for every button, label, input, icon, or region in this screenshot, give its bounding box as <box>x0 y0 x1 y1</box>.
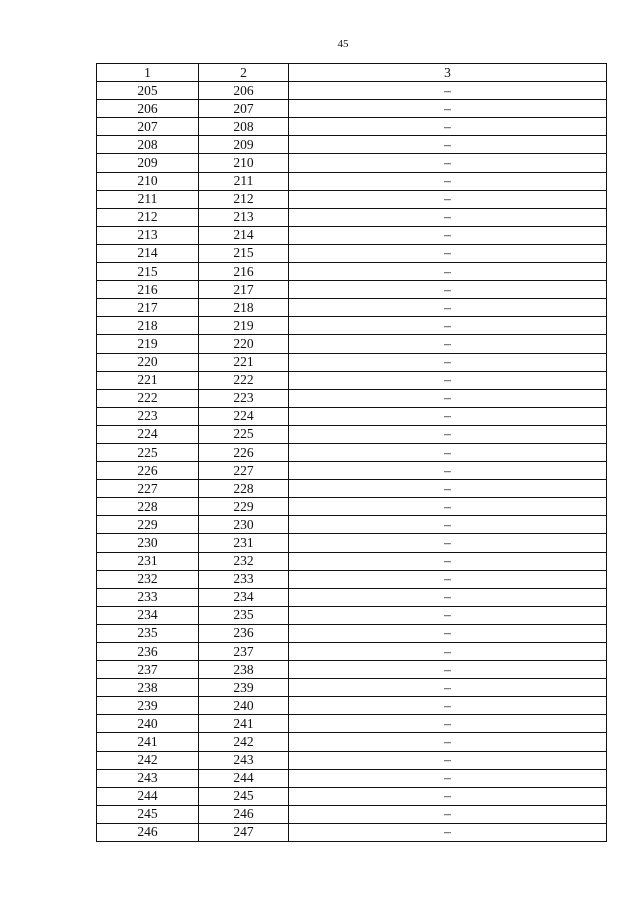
table-cell-col-1: 222 <box>97 389 199 407</box>
table-cell-col-2: 213 <box>199 208 289 226</box>
table-cell-col-2: 229 <box>199 498 289 516</box>
table-cell-col-2: 224 <box>199 407 289 425</box>
table-cell-col-3: – <box>289 244 607 262</box>
table-cell-col-2: 247 <box>199 823 289 841</box>
table-cell-col-2: 235 <box>199 606 289 624</box>
table-cell-col-1: 209 <box>97 154 199 172</box>
table-cell-col-3: – <box>289 100 607 118</box>
table-row <box>97 353 607 371</box>
table-cell-col-2: 241 <box>199 715 289 733</box>
table-cell-col-1: 228 <box>97 498 199 516</box>
table-cell-col-1: 245 <box>97 805 199 823</box>
table-cell-col-1: 211 <box>97 190 199 208</box>
table-body <box>97 82 607 842</box>
table-cell-col-3: – <box>289 679 607 697</box>
table-cell-col-3: – <box>289 353 607 371</box>
table-cell-col-1: 238 <box>97 679 199 697</box>
table-cell-col-3: – <box>289 480 607 498</box>
table-cell-col-2: 228 <box>199 480 289 498</box>
table-cell-col-1: 213 <box>97 226 199 244</box>
table-cell-col-1: 220 <box>97 353 199 371</box>
table-row <box>97 588 607 606</box>
table-cell-col-1: 241 <box>97 733 199 751</box>
table-row <box>97 805 607 823</box>
table-cell-col-2: 237 <box>199 643 289 661</box>
table-cell-col-2: 216 <box>199 263 289 281</box>
table-row <box>97 679 607 697</box>
table-cell-col-1: 235 <box>97 624 199 642</box>
table-row <box>97 570 607 588</box>
table-cell-col-2: 208 <box>199 118 289 136</box>
table-cell-col-2: 214 <box>199 226 289 244</box>
table-cell-col-3: – <box>289 606 607 624</box>
table-cell-col-3: – <box>289 643 607 661</box>
table-cell-col-1: 236 <box>97 643 199 661</box>
table-cell-col-1: 226 <box>97 462 199 480</box>
table-cell-col-1: 217 <box>97 299 199 317</box>
table-row <box>97 317 607 335</box>
table-cell-col-2: 226 <box>199 443 289 461</box>
table-cell-col-2: 209 <box>199 136 289 154</box>
table-row <box>97 118 607 136</box>
table-cell-col-3: – <box>289 208 607 226</box>
table-cell-col-3: – <box>289 281 607 299</box>
table-cell-col-1: 246 <box>97 823 199 841</box>
table-cell-col-2: 215 <box>199 244 289 262</box>
table-row <box>97 498 607 516</box>
table-cell-col-2: 239 <box>199 679 289 697</box>
page-number: 45 <box>337 38 349 50</box>
table-cell-col-1: 234 <box>97 606 199 624</box>
table-cell-col-1: 214 <box>97 244 199 262</box>
table-header <box>97 64 607 82</box>
table-row <box>97 769 607 787</box>
table-cell-col-3: – <box>289 389 607 407</box>
table-cell-col-3: – <box>289 570 607 588</box>
table-cell-col-2: 223 <box>199 389 289 407</box>
table-cell-col-3: – <box>289 407 607 425</box>
table-cell-col-2: 232 <box>199 552 289 570</box>
table-cell-col-3: – <box>289 263 607 281</box>
table-row <box>97 371 607 389</box>
table-cell-col-2: 234 <box>199 588 289 606</box>
table-cell-col-2: 217 <box>199 281 289 299</box>
table-cell-col-1: 216 <box>97 281 199 299</box>
table-row <box>97 606 607 624</box>
table-row <box>97 244 607 262</box>
table-cell-col-2: 236 <box>199 624 289 642</box>
table-cell-col-1: 210 <box>97 172 199 190</box>
table-cell-col-3: – <box>289 624 607 642</box>
table-cell-col-1: 229 <box>97 516 199 534</box>
header-row <box>97 64 607 82</box>
table-cell-col-1: 230 <box>97 534 199 552</box>
table-row <box>97 190 607 208</box>
table-cell-col-3: – <box>289 787 607 805</box>
table-cell-col-3: – <box>289 498 607 516</box>
data-table <box>96 63 607 842</box>
table-cell-col-1: 206 <box>97 100 199 118</box>
table-cell-col-3: – <box>289 516 607 534</box>
table-cell-col-1: 219 <box>97 335 199 353</box>
table-cell-col-2: 244 <box>199 769 289 787</box>
table-row <box>97 389 607 407</box>
table-row <box>97 751 607 769</box>
table-cell-col-2: 245 <box>199 787 289 805</box>
table-cell-col-3: – <box>289 226 607 244</box>
table-cell-col-1: 221 <box>97 371 199 389</box>
table-row <box>97 643 607 661</box>
table-cell-col-2: 219 <box>199 317 289 335</box>
table-cell-col-3: – <box>289 154 607 172</box>
table-row <box>97 263 607 281</box>
table-cell-col-3: – <box>289 805 607 823</box>
table-cell-col-3: – <box>289 534 607 552</box>
table-row <box>97 154 607 172</box>
table-cell-col-3: – <box>289 317 607 335</box>
table-row <box>97 335 607 353</box>
table-cell-col-1: 231 <box>97 552 199 570</box>
table-row <box>97 281 607 299</box>
table-cell-col-2: 212 <box>199 190 289 208</box>
table-cell-col-3: – <box>289 172 607 190</box>
table-cell-col-2: 221 <box>199 353 289 371</box>
table-cell-col-3: – <box>289 823 607 841</box>
table-cell-col-1: 240 <box>97 715 199 733</box>
table-cell-col-1: 244 <box>97 787 199 805</box>
table-cell-col-1: 207 <box>97 118 199 136</box>
table-cell-col-3: – <box>289 118 607 136</box>
table-row <box>97 697 607 715</box>
table-cell-col-2: 242 <box>199 733 289 751</box>
table-row <box>97 661 607 679</box>
table-row <box>97 100 607 118</box>
table-cell-col-2: 233 <box>199 570 289 588</box>
table-cell-col-2: 231 <box>199 534 289 552</box>
table-row <box>97 443 607 461</box>
table-cell-col-3: – <box>289 552 607 570</box>
table-row <box>97 787 607 805</box>
table-row <box>97 136 607 154</box>
table-cell-col-2: 238 <box>199 661 289 679</box>
table-cell-col-3: – <box>289 769 607 787</box>
table-row <box>97 299 607 317</box>
table-cell-col-1: 242 <box>97 751 199 769</box>
table-cell-col-1: 237 <box>97 661 199 679</box>
table-cell-col-2: 230 <box>199 516 289 534</box>
table-cell-col-1: 232 <box>97 570 199 588</box>
table-row <box>97 226 607 244</box>
table-cell-col-3: – <box>289 751 607 769</box>
table-row <box>97 425 607 443</box>
table-cell-col-1: 212 <box>97 208 199 226</box>
table-cell-col-3: – <box>289 588 607 606</box>
table-cell-col-3: – <box>289 136 607 154</box>
table-row <box>97 208 607 226</box>
table-cell-col-3: – <box>289 190 607 208</box>
table-cell-col-1: 233 <box>97 588 199 606</box>
table-cell-col-1: 224 <box>97 425 199 443</box>
table-cell-col-2: 246 <box>199 805 289 823</box>
table-cell-col-3: – <box>289 443 607 461</box>
table-cell-col-3: – <box>289 697 607 715</box>
column-header-1: 1 <box>97 64 199 82</box>
column-header-2: 2 <box>199 64 289 82</box>
table-cell-col-1: 215 <box>97 263 199 281</box>
table-cell-col-2: 218 <box>199 299 289 317</box>
table-cell-col-1: 225 <box>97 443 199 461</box>
table-cell-col-2: 222 <box>199 371 289 389</box>
table-cell-col-1: 243 <box>97 769 199 787</box>
table-cell-col-3: – <box>289 299 607 317</box>
table-cell-col-3: – <box>289 462 607 480</box>
table-cell-col-3: – <box>289 661 607 679</box>
table-row <box>97 480 607 498</box>
table-row <box>97 534 607 552</box>
table-cell-col-2: 225 <box>199 425 289 443</box>
table-cell-col-1: 218 <box>97 317 199 335</box>
table-row <box>97 82 607 100</box>
table-cell-col-2: 206 <box>199 82 289 100</box>
table-cell-col-2: 227 <box>199 462 289 480</box>
table-cell-col-2: 220 <box>199 335 289 353</box>
table-row <box>97 552 607 570</box>
table-cell-col-2: 207 <box>199 100 289 118</box>
table-row <box>97 462 607 480</box>
column-header-3: 3 <box>289 64 607 82</box>
table-row <box>97 823 607 841</box>
table-cell-col-1: 227 <box>97 480 199 498</box>
table-row <box>97 516 607 534</box>
table-cell-col-3: – <box>289 733 607 751</box>
table-cell-col-2: 211 <box>199 172 289 190</box>
table-row <box>97 407 607 425</box>
table-cell-col-1: 205 <box>97 82 199 100</box>
table-cell-col-2: 210 <box>199 154 289 172</box>
table-cell-col-1: 239 <box>97 697 199 715</box>
table-cell-col-3: – <box>289 335 607 353</box>
table-row <box>97 733 607 751</box>
table-row <box>97 172 607 190</box>
table-cell-col-1: 208 <box>97 136 199 154</box>
table-cell-col-3: – <box>289 425 607 443</box>
table-cell-col-3: – <box>289 715 607 733</box>
table-cell-col-2: 243 <box>199 751 289 769</box>
table-cell-col-2: 240 <box>199 697 289 715</box>
table-row <box>97 715 607 733</box>
table-cell-col-3: – <box>289 82 607 100</box>
table-cell-col-3: – <box>289 371 607 389</box>
table-cell-col-1: 223 <box>97 407 199 425</box>
table-row <box>97 624 607 642</box>
